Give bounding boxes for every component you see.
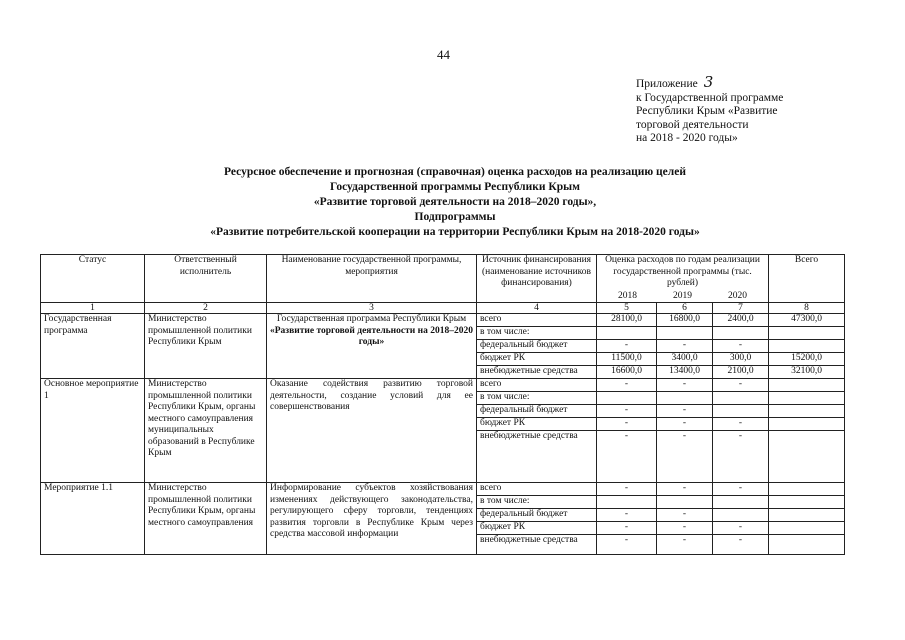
value-cell <box>597 496 657 509</box>
value-cell: - <box>657 379 713 392</box>
header-row <box>41 255 845 303</box>
col-number: 2 <box>145 303 267 314</box>
header-executor: Ответственный исполнитель <box>145 255 267 303</box>
total-cell: 32100,0 <box>769 366 845 379</box>
col-number: 5 <box>597 303 657 314</box>
source-cell: всего <box>477 483 597 496</box>
source-cell: в том числе: <box>477 327 597 340</box>
name-cell: Информирование субъектов хозяйствования изменениях действующего законодательства, регулирующего сферу торговли, тенденциях развития торговли в Республике Крым через средства массовой информации <box>267 483 477 555</box>
resource-table <box>40 254 845 555</box>
appendix-line: торговой деятельности <box>636 118 749 131</box>
name-cell: Оказание содействия развитию торговой деятельности, создание условий для ее совершенствования <box>267 379 477 483</box>
appendix-line: Республики Крым «Развитие <box>636 105 778 117</box>
value-cell: - <box>657 418 713 431</box>
source-cell: в том числе: <box>477 392 597 405</box>
table-row <box>41 379 845 392</box>
value-cell: - <box>597 379 657 392</box>
source-cell: федеральный бюджет <box>477 509 597 522</box>
value-cell: - <box>713 379 769 392</box>
header-year: 2019 <box>673 290 692 301</box>
value-cell <box>713 509 769 522</box>
source-cell: в том числе: <box>477 496 597 509</box>
source-cell: бюджет РК <box>477 522 597 535</box>
total-cell <box>769 392 845 405</box>
value-cell: - <box>713 431 769 483</box>
value-cell: - <box>597 535 657 555</box>
value-cell <box>597 392 657 405</box>
value-cell: - <box>597 509 657 522</box>
source-cell: внебюджетные средства <box>477 535 597 555</box>
value-cell <box>597 327 657 340</box>
value-cell: - <box>657 535 713 555</box>
value-cell: - <box>657 509 713 522</box>
header-name: Наименование государственной программы, мероприятия <box>267 255 477 303</box>
value-cell: - <box>597 431 657 483</box>
value-cell: - <box>713 483 769 496</box>
value-cell: 28100,0 <box>597 314 657 327</box>
status-cell: Мероприятие 1.1 <box>41 483 145 555</box>
source-cell: федеральный бюджет <box>477 340 597 353</box>
value-cell <box>713 327 769 340</box>
title-line: «Развитие потребительской кооперации на территории Республики Крым на 2018-2020 годы» <box>210 226 700 238</box>
value-cell: - <box>713 418 769 431</box>
name-text-bold: «Развитие торговой деятельности на 2018–2020 годы» <box>270 325 473 347</box>
column-number-row <box>41 303 845 314</box>
executor-cell: Министерство промышленной политики Республики Крым, органы местного самоуправления <box>145 483 267 555</box>
source-cell: внебюджетные средства <box>477 431 597 483</box>
col-number: 8 <box>769 303 845 314</box>
header-years <box>600 291 765 303</box>
source-cell: бюджет РК <box>477 353 597 366</box>
total-cell <box>769 340 845 353</box>
appendix-number: 3 <box>703 73 714 91</box>
executor-cell: Министерство промышленной политики Республики Крым, органы местного самоуправления муниципальных образований в Республике Крым <box>145 379 267 483</box>
appendix-block <box>636 73 856 146</box>
appendix-line: на 2018 - 2020 годы» <box>636 132 738 144</box>
page-number: 44 <box>437 47 450 62</box>
source-cell: внебюджетные средства <box>477 366 597 379</box>
value-cell <box>657 327 713 340</box>
appendix-label: Приложение <box>636 78 698 90</box>
name-text: Государственная программа Республики Крым <box>276 314 467 324</box>
total-cell <box>769 483 845 496</box>
title-line: Подпрограммы <box>414 211 496 223</box>
value-cell <box>713 496 769 509</box>
table-row <box>41 483 845 496</box>
total-cell <box>769 327 845 340</box>
source-cell: федеральный бюджет <box>477 405 597 418</box>
total-cell <box>769 431 845 483</box>
value-cell: - <box>657 405 713 418</box>
header-estimate-label: Оценка расходов по годам реализации государственной программы (тыс. рублей) <box>605 255 760 288</box>
total-cell <box>769 522 845 535</box>
value-cell <box>657 392 713 405</box>
value-cell: - <box>597 522 657 535</box>
header-year: 2020 <box>728 290 747 301</box>
title-line: Ресурсное обеспечение и прогнозная (справочная) оценка расходов на реализацию целей <box>224 166 686 178</box>
value-cell: 16800,0 <box>657 314 713 327</box>
value-cell: - <box>657 483 713 496</box>
source-cell: всего <box>477 379 597 392</box>
value-cell: - <box>597 418 657 431</box>
value-cell <box>657 496 713 509</box>
value-cell: - <box>657 431 713 483</box>
value-cell: - <box>657 340 713 353</box>
header-estimate <box>597 255 769 303</box>
total-cell <box>769 496 845 509</box>
title-line: «Развитие торговой деятельности на 2018–2020 годы», <box>313 196 597 208</box>
value-cell: 3400,0 <box>657 353 713 366</box>
appendix-line: к Государственной программе <box>636 91 784 104</box>
total-cell: 47300,0 <box>769 314 845 327</box>
col-number: 3 <box>267 303 477 314</box>
value-cell: 300,0 <box>713 353 769 366</box>
value-cell: - <box>597 405 657 418</box>
title-line: Государственной программы Республики Крым <box>330 181 580 193</box>
appendix-label-line <box>636 73 856 92</box>
total-cell <box>769 418 845 431</box>
source-cell: всего <box>477 314 597 327</box>
col-number: 4 <box>477 303 597 314</box>
value-cell: 11500,0 <box>597 353 657 366</box>
header-status: Статус <box>41 255 145 303</box>
total-cell <box>769 535 845 555</box>
header-source: Источник финансирования (наименование источников финансирования) <box>477 255 597 303</box>
value-cell: 16600,0 <box>597 366 657 379</box>
col-number: 6 <box>657 303 713 314</box>
value-cell: - <box>713 535 769 555</box>
status-cell: Государственная программа <box>41 314 145 379</box>
value-cell <box>713 405 769 418</box>
status-cell: Основное мероприятие 1 <box>41 379 145 483</box>
value-cell: - <box>713 340 769 353</box>
header-total: Всего <box>769 255 845 303</box>
source-cell: бюджет РК <box>477 418 597 431</box>
table-row <box>41 314 845 327</box>
value-cell: 13400,0 <box>657 366 713 379</box>
total-cell <box>769 405 845 418</box>
col-number: 1 <box>41 303 145 314</box>
value-cell: 2400,0 <box>713 314 769 327</box>
document-title <box>150 165 760 240</box>
total-cell: 15200,0 <box>769 353 845 366</box>
executor-cell: Министерство промышленной политики Республики Крым <box>145 314 267 379</box>
value-cell: - <box>597 483 657 496</box>
value-cell: - <box>713 522 769 535</box>
col-number: 7 <box>713 303 769 314</box>
value-cell: - <box>657 522 713 535</box>
name-cell <box>267 314 477 379</box>
total-cell <box>769 379 845 392</box>
value-cell: - <box>597 340 657 353</box>
value-cell: 2100,0 <box>713 366 769 379</box>
total-cell <box>769 509 845 522</box>
header-year: 2018 <box>618 290 637 301</box>
value-cell <box>713 392 769 405</box>
